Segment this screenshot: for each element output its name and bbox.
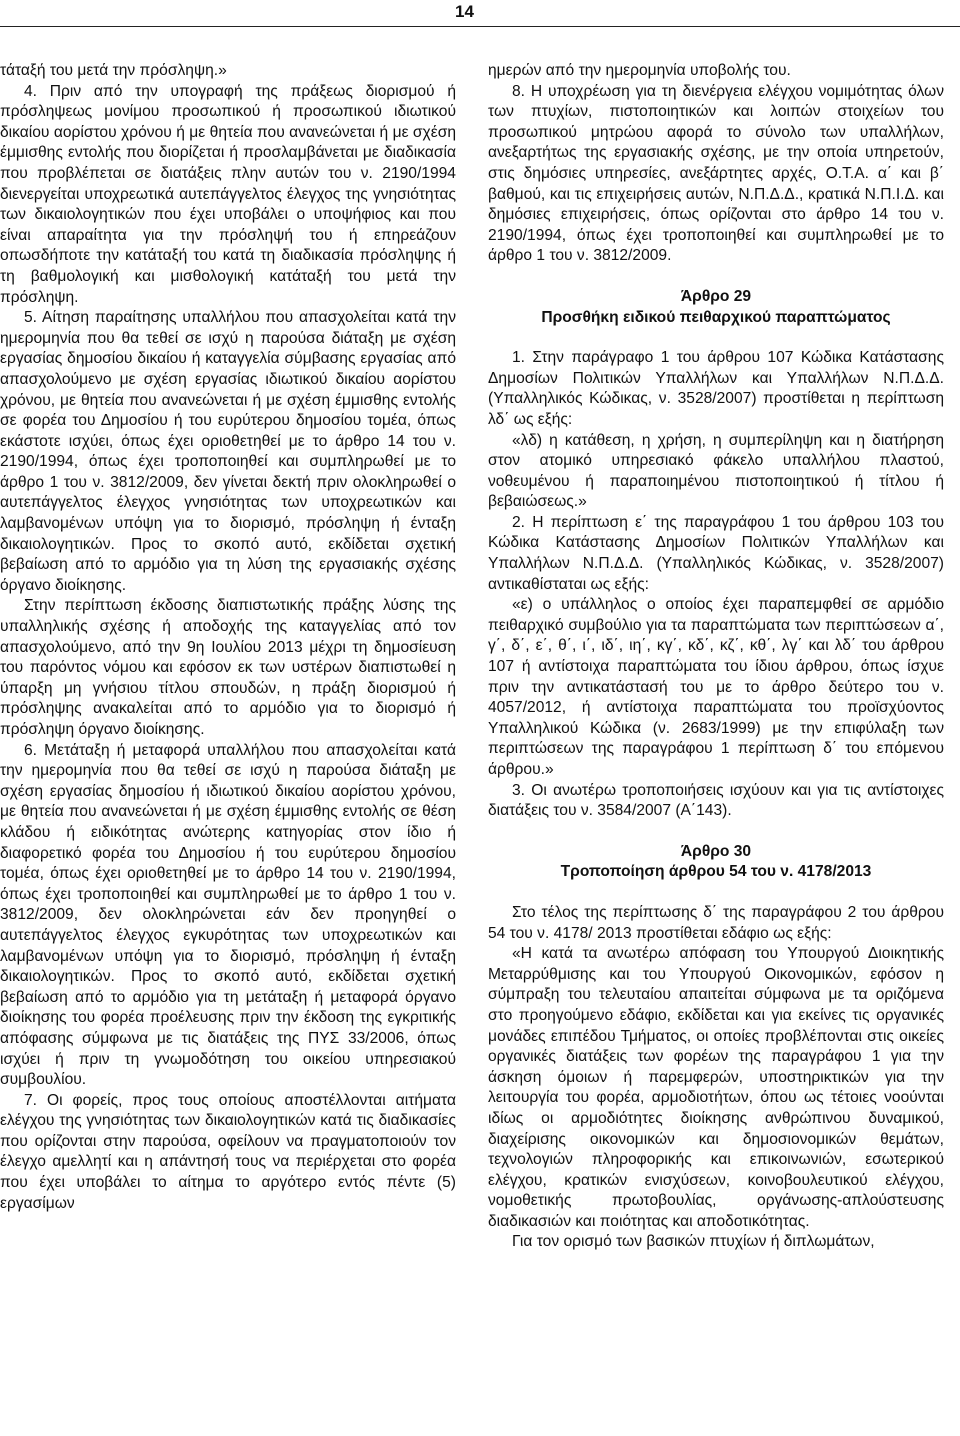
page-number: 14 — [455, 2, 474, 21]
article-29-number: Άρθρο 29 — [680, 287, 752, 305]
paragraph: 2. Η περίπτωση ε΄ της παραγράφου 1 του άρθρου 103 του Κώδικα Κατάστασης Δημοσίων Πολιτικών Υπαλλήλων και Υπαλλήλων Ν.Π.Δ.Δ. (Υπαλληλικός Κώδικας, ν. 3528/2007) αντικαθίσταται ως εξής: — [488, 513, 944, 593]
paragraph: Στο τέλος της περίπτωσης δ΄ της παραγράφου 2 του άρθρου 54 του ν. 4178/ 2013 προστίθεται εδάφιο ως εξής: — [488, 903, 944, 942]
paragraph: Στην περίπτωση έκδοσης διαπιστωτικής πράξης λύσης της υπαλληλικής σχέσης ή αποδοχής της καταγγελίας από τον απασχολούμενο, από την 9η Ιουλίου 2013 μέχρι τη δημοσίευση του παρόντος νόμου και εφόσον εκ των υστέρων διαπιστωθεί η ύπαρξη μη γνήσιου τίτλου σπουδών, η πράξη διορισμού ή πρόσληψης ανακαλείται από το αρμόδιο για το διορισμό ή πρόσληψη όργανο διοίκησης. — [0, 597, 456, 738]
paragraph: «λδ) η κατάθεση, η χρήση, η συμπερίληψη και η διατήρηση στον ατομικό υπηρεσιακό φάκελο υπαλλήλου πλαστού, νοθευμένου ή παραποιημένου πιστοποιητικού ή τίτλου ή βεβαιώσεως.» — [488, 431, 944, 511]
paragraph: 7. Οι φορείς, προς τους οποίους αποστέλλονται αιτήματα ελέγχου της γνησιότητας των δικαιολογητικών κατά τις διαδικασίες που ορίζονται στην παρούσα, οφείλουν να πραγματοποιούν τον έλεγχο αμελλητί και η απάντησή τους να περιέρχεται στο φορέα που έχει υποβάλει το αίτημα το αργότερο εντός πέντε (5) εργασίμων — [0, 1091, 456, 1212]
article-29-title: Προσθήκη ειδικού πειθαρχικού παραπτώματος — [541, 308, 891, 326]
paragraph: 6. Μετάταξη ή μεταφορά υπαλλήλου που απασχολείται κατά την ημερομηνία που θα τεθεί σε ισχύ η παρούσα διάταξη με σχέση εργασίας δημοσίου ή ιδιωτικού δικαίου αορίστου χρόνου, με θητεία που ανανεώνεται ή με σχέση έμμισθης εντολής σε θέση κλάδου ή ειδικότητας ανώτερης κατηγορίας στον ίδιο ή διαφορετικό φορέα του Δημοσίου ή του ευρύτερου δημοσίου τομέα, όπως έχει οριοθετηθεί με το άρθρο 14 του ν. 2190/1994, όπως έχει τροποποιηθεί και συμπληρωθεί με το άρθρο 1 του ν. 3812/2009, δεν ολοκληρώνεται εάν δεν προηγηθεί ο αυτεπάγγελτος έλεγχος εγκυρότητας των υποχρεωτικών και λαμβανομένων υπόψη για το διορισμό, πρόσληψη ή ένταξη δικαιολογητικών. Προς το σκοπό αυτό, εκδίδεται σχετική βεβαίωση από το αρμόδιο για τη μετάταξη ή μεταφορά όργανο διοίκησης του φορέα προέλευσης πριν την έκδοση της εγκριτικής απόφασης σύμφωνα με τις διατάξεις της ΠΥΣ 33/2006, όπως ισχύει ή πριν τη γνωμοδότηση του οικείου υπηρεσιακού συμβουλίου. — [0, 741, 456, 1089]
paragraph: ημερών από την ημερομηνία υποβολής του. — [488, 62, 791, 79]
article-30-number: Άρθρο 30 — [680, 842, 752, 860]
paragraph: 1. Στην παράγραφο 1 του άρθρου 107 Κώδικα Κατάστασης Δημοσίων Πολιτικών Υπαλλήλων και Υπαλλήλων Ν.Π.Δ.Δ. (Υπαλληλικός Κώδικας, ν. 3528/2007) προστίθεται η περίπτωση λδ΄ ως εξής: — [488, 349, 944, 428]
paragraph: 3. Οι ανωτέρω τροποποιήσεις ισχύουν και για τις αντίστοιχες διατάξεις του ν. 3584/2007 (Α΄143). — [488, 781, 944, 820]
header-rule — [0, 26, 960, 27]
paragraph: τάταξή του μετά την πρόσληψη.» — [0, 62, 227, 79]
right-column — [488, 61, 944, 1253]
paragraph: 8. Η υποχρέωση για τη διενέργεια ελέγχου νομιμότητας όλων των πτυχίων, πιστοποιητικών και λοιπών στοιχείων του προσωπικού μητρώου αφορά το σύνολο των υπαλλήλων, ανεξαρτήτως της εργασιακής σχέσης, με την οποία υπηρετούν, στις δημόσιες υπηρεσίες, ανεξάρτητες αρχές, Ο.Τ.Α. α΄ και β΄ βαθμού, και τις επιχειρήσεις αυτών, Ν.Π.Δ.Δ., κρατικά Ν.Π.Ι.Δ. και δημόσιες επιχειρήσεις, όπως ορίζονται στο άρθρο 14 του ν. 2190/1994, όπως έχει τροποποιηθεί και συμπληρωθεί με το άρθρο 1 του ν. 3812/2009. — [488, 82, 944, 265]
paragraph: «Η κατά τα ανωτέρω απόφαση του Υπουργού Διοικητικής Μεταρρύθμισης και του Υπουργού Οικονομικών, εφόσον η σύμπραξη του τελευταίου απαιτείται σύμφωνα με τα οριζόμενα στο προηγούμενο εδάφιο, εκδίδεται και για εκείνες τις οργανικές μονάδες επιπέδου Τμήματος, οι οποίες προβλέπονται στις οικείες οργανικές διατάξεις των φορέων της παραγράφου 1 για την άσκηση όμοιων ή παρεμφερών, υποστηρικτικών για την λειτουργία του φορέα, αρμοδιοτήτων, όπου ως τέτοιες νοούνται ιδίως οι αρμοδιότητες διοίκησης ανθρώπινου δυναμικού, διαχείρισης οικονομικών και δημοσιονομικών θεμάτων, τεχνολογιών πληροφορικής και επικοινωνιών, εσωτερικού ελέγχου, κρατικών ενισχύσεων, κοινοβουλευτικού ελέγχου, νομοθετικής πρωτοβουλίας, οργάνωσης-απλούστευσης διαδικασιών και ποιότητας και αποδοτικότητας. — [488, 945, 944, 1230]
paragraph: Για τον ορισμό των βασικών πτυχίων ή διπλωμάτων, — [512, 1233, 875, 1251]
paragraph: «ε) ο υπάλληλος ο οποίος έχει παραπεμφθεί σε αρμόδιο πειθαρχικό συμβούλιο για τα παραπτώματα των περιπτώσεων α΄, γ΄, δ΄, ε΄, θ΄, ι΄, ιδ΄, ιη΄, κγ΄, κδ΄, κζ΄, κθ΄, λγ΄ και λδ΄ του άρθρου 107 ή αντίστοιχα παραπτώματα του ίδιου άρθρου, όπως ίσχυε πριν την αντικατάστασή του με το άρθρο δεύτερο του ν. 4057/2012, ή αντίστοιχα παραπτώματα του προϊσχύοντος Υπαλληλικού Κώδικα (ν. 2683/1999) με την επιφύλαξη των περιπτώσεων της παραγράφου 1 περίπτωση δ΄ του επόμενου άρθρου.» — [488, 596, 944, 778]
paragraph: 5. Αίτηση παραίτησης υπαλλήλου που απασχολείται κατά την ημερομηνία που θα τεθεί σε ισχύ η παρούσα διάταξη με σχέση εργασίας δημοσίου δικαίου ή καταγγελία σύμβασης εργασίας από απασχολούμενο με σχέση εργασίας ιδιωτικού δικαίου αορίστου χρόνου, με θητεία που ανανεώνεται ή με σχέση έμμισθης εντολής σε φορέα του Δημοσίου ή του ευρύτερου δημοσίου τομέα, όπως εκάστοτε ισχύει, όπως έχει οριοθετηθεί με το άρθρο 14 του ν. 2190/1994, όπως έχει τροποποιηθεί και συμπληρωθεί με το άρθρο 1 του ν. 3812/2009, δεν γίνεται δεκτή πριν ολοκληρωθεί ο αυτεπάγγελτος έλεγχος γνησιότητας των υποχρεωτικών και λαμβανομένων υπόψη για το διορισμό, πρόσληψη ή ένταξη δικαιολογητικών. Προς το σκοπό αυτό, εκδίδεται σχετική βεβαίωση από το αρμόδιο για τη λύση της εργασιακής σχέσης όργανο διοίκησης. — [0, 309, 456, 594]
paragraph: 4. Πριν από την υπογραφή της πράξεως διορισμού ή πρόσληψεως μονίμου προσωπικού ή προσωπικού ιδιωτικού δικαίου αορίστου χρόνου ή με θητεία που ανανεώνεται ή με σχέση έμμισθης εντολής που διορίζεται ή προσλαμβάνεται με διαδικασία που προβλέπεται σε διατάξεις πλην αυτών του ν. 2190/1994 διενεργείται υποχρεωτικά αυτεπάγγελτος έλεγχος της γνησιότητας των δικαιολογητικών που έχει υποβάλει ο υποψήφιος και που είναι απαραίτητα για την πρόσληψή του ή επηρεάζουν οπωσδήποτε την κατάταξή του κατά τη διαδικασία πρόσληψης ή τη βαθμολογική και μισθολογική κατάταξή του μετά την πρόσληψη. — [0, 82, 456, 306]
article-30-title: Τροποποίηση άρθρου 54 του ν. 4178/2013 — [560, 863, 872, 881]
left-column — [0, 61, 456, 1214]
